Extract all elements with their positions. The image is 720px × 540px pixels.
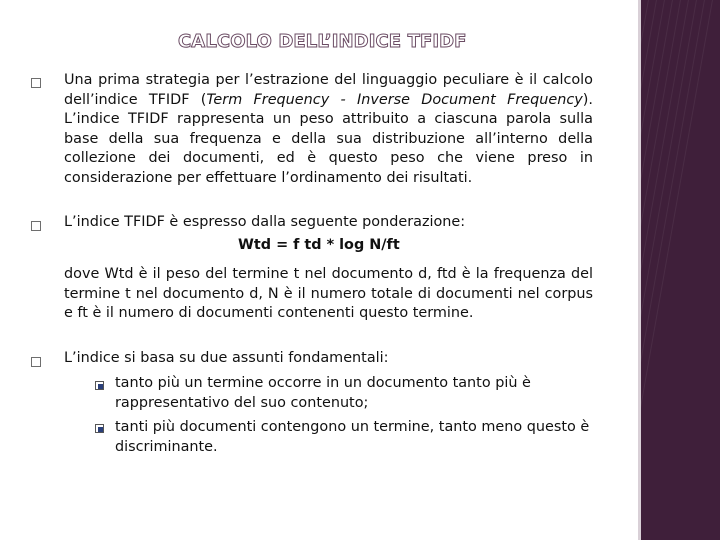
intro-text-start: Una prima strategia per l’estrazione del linguaggio peculiare è il calcolo dell’indice TFIDF ( <box>64 72 593 108</box>
intro-text-end: ). L’indice TFIDF rappresenta un peso attribuito a ciascuna parola sulla base della sua frequenza e della sua distribuzione all’interno della collezione dei documenti, ed è questo peso che viene preso in considerazione per effettuare l’ordinamento dei risultati. <box>64 91 593 186</box>
intro-text-italic: Term Frequency - Inverse Document Frequency <box>206 91 583 108</box>
bullet-square-icon <box>31 78 41 88</box>
sub-bullet-item: tanti più documenti contengono un termine, tanto meno questo è discriminante. <box>115 419 590 455</box>
paragraph-tfidf-intro <box>64 71 593 188</box>
bullet-square-icon <box>31 357 41 367</box>
decorative-side-panel <box>641 0 720 540</box>
formula: Wtd = f td * log N/ft <box>238 237 400 253</box>
sub-bullet-item: tanto più un termine occorre in un documento tanto più è rappresentativo del suo contenuto; <box>115 375 531 411</box>
bullet-square-icon <box>31 221 41 231</box>
sub-bullet-checkbox-icon <box>95 424 104 433</box>
paragraph-assunti: L’indice si basa su due assunti fondamentali: <box>64 350 389 366</box>
slide-title: CALCOLO DELL’INDICE TFIDF <box>178 31 467 52</box>
paragraph-ponderazione: L’indice TFIDF è espresso dalla seguente ponderazione: <box>64 214 466 230</box>
paragraph-formula-explanation: dove Wtd è il peso del termine t nel documento d, ftd è la frequenza del termine t nel documento d, N è il numero totale di documenti nel corpus e ft è il numero di documenti contenenti questo termine. <box>64 266 593 321</box>
sub-bullet-checkbox-icon <box>95 381 104 390</box>
